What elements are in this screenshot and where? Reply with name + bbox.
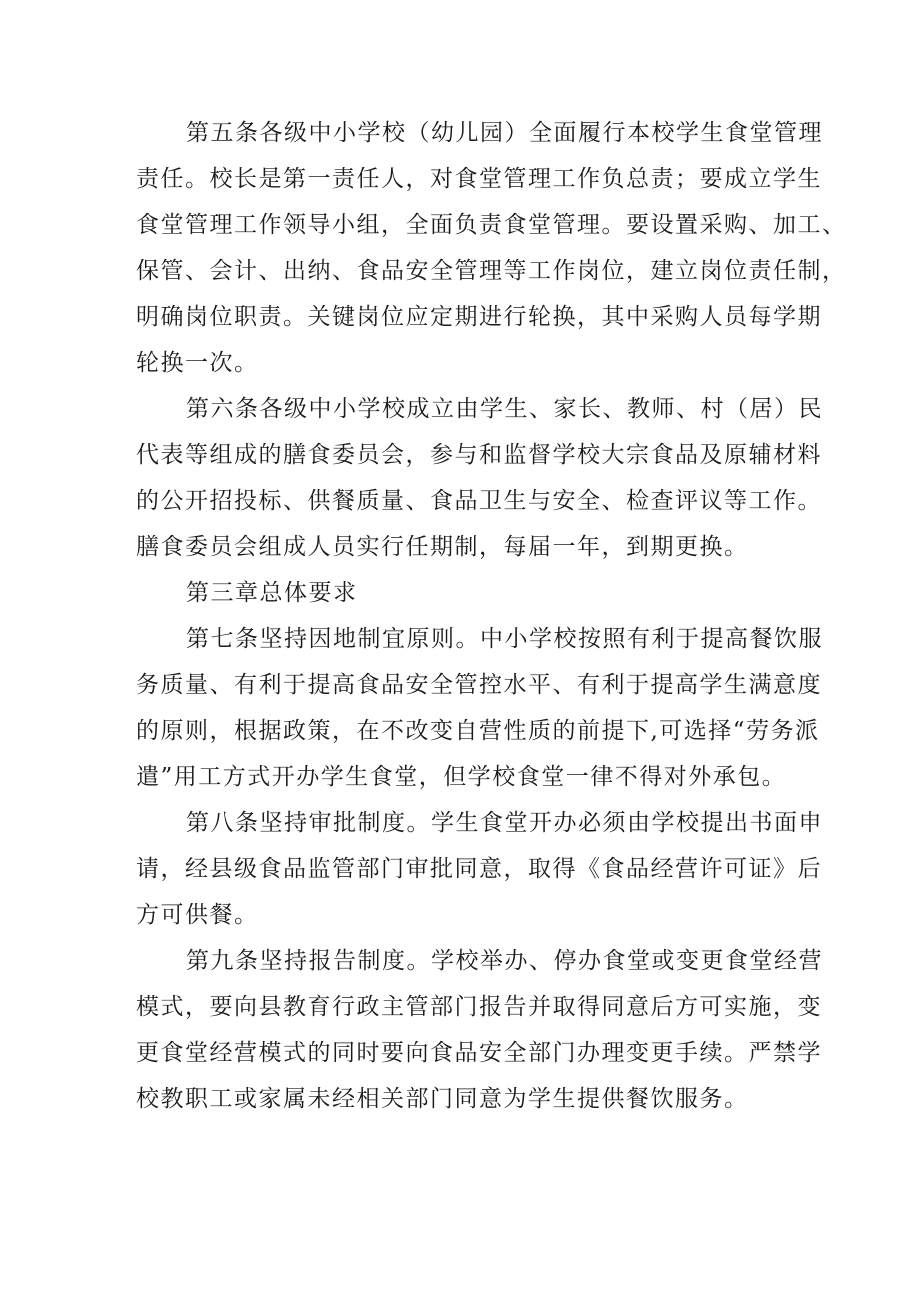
- article-6-paragraph: [136, 386, 823, 570]
- article-8-line-3: 方可供餐。: [136, 902, 259, 928]
- article-5-line-2: 责任。校长是第一责任人，对食堂管理工作负总责；要成立学生: [136, 166, 822, 192]
- article-5-line-5: 明确岗位职责。关键岗位应定期进行轮换，其中采购人员每学期: [136, 304, 822, 330]
- article-7-line-4: 遣”用工方式开办学生食堂，但学校食堂一律不得对外承包。: [136, 764, 787, 790]
- article-6-line-1: 第六条各级中小学校成立由学生、家长、教师、村（居）民: [186, 396, 823, 422]
- article-5-paragraph: [136, 110, 847, 386]
- article-9-line-3: 更食堂经营模式的同时要向食品安全部门办理变更手续。严禁学: [136, 1040, 822, 1066]
- chapter-3-heading-text: 第三章总体要求: [186, 580, 358, 606]
- article-6-line-3: 的公开招投标、供餐质量、食品卫生与安全、检查评议等工作。: [136, 488, 822, 514]
- article-8-line-2: 请，经县级食品监管部门审批同意，取得《食品经营许可证》后: [136, 856, 822, 882]
- article-7-line-3: 的原则，根据政策，在不改变自营性质的前提下,可选择“劳务派: [136, 718, 820, 744]
- article-5-line-6: 轮换一次。: [136, 350, 259, 376]
- document-body: [136, 110, 847, 1122]
- article-8-line-1: 第八条坚持审批制度。学生食堂开办必须由学校提出书面申: [186, 810, 823, 836]
- article-8-paragraph: [136, 800, 823, 938]
- article-9-line-2: 模式，要向县教育行政主管部门报告并取得同意后方可实施，变: [136, 994, 822, 1020]
- article-5-line-3: 食堂管理工作领导小组，全面负责食堂管理。要设置采购、加工、: [136, 212, 847, 238]
- article-7-line-2: 务质量、有利于提高食品安全管控水平、有利于提高学生满意度: [136, 672, 822, 698]
- article-9-line-1: 第九条坚持报告制度。学校举办、停办食堂或变更食堂经营: [186, 948, 823, 974]
- article-5-line-4: 保管、会计、出纳、食品安全管理等工作岗位，建立岗位责任制，: [136, 258, 847, 284]
- article-9-paragraph: [136, 938, 823, 1122]
- article-6-line-4: 膳食委员会组成人员实行任期制，每届一年，到期更换。: [136, 534, 749, 560]
- chapter-3-heading: [136, 570, 811, 616]
- article-7-line-1: 第七条坚持因地制宜原则。中小学校按照有利于提高餐饮服: [186, 626, 823, 652]
- article-5-line-1: 第五条各级中小学校（幼儿园）全面履行本校学生食堂管理: [186, 120, 823, 146]
- article-9-line-4: 校教职工或家属未经相关部门同意为学生提供餐饮服务。: [136, 1086, 749, 1112]
- article-6-line-2: 代表等组成的膳食委员会，参与和监督学校大宗食品及原辅材料: [136, 442, 822, 468]
- article-7-paragraph: [136, 616, 823, 800]
